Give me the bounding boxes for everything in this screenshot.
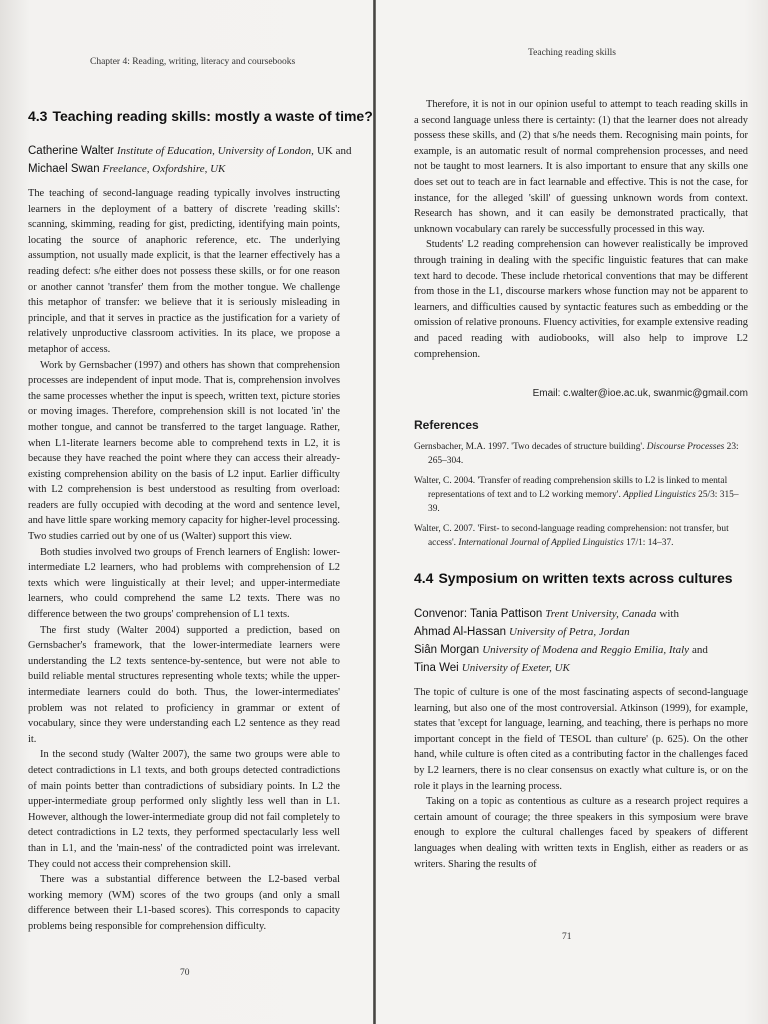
right-page: [376, 0, 768, 1024]
right-body-text-2: [414, 685, 748, 872]
section-title-4-4: [414, 570, 733, 586]
section-title-text: Symposium on written texts across cultures: [438, 570, 733, 586]
paragraph: The teaching of second-language reading typically involves instructing learners in the deployment of a battery of discrete 'reading skills': scanning, skimming, reading for gist, predicting, identifying main points, locating the source of anaphoric reference, etc. The underlying assumption, not usually made explicit, is that the learner effectively has a reading defect: s/he either does not possess these skills, or for one reason or another cannot 'transfer' them from the mother tongue. We challenge this metaphor of transfer: we believe that it is seriously misleading in principle, and that it serves in practice as the justification for a variety of relatively unproductive classroom activities. In its place, we propose a metaphor of access.: [28, 188, 340, 355]
references-heading: References: [414, 418, 479, 432]
reference-item: Walter, C. 2004. 'Transfer of reading comprehension skills to L2 is linked to mental representations of text and to L2 working memory'. Applied Linguistics 25/3: 315–39.: [414, 476, 739, 514]
author-affiliation: University of Petra, Jordan: [509, 626, 630, 638]
author-name: Tina Wei: [414, 662, 459, 674]
paragraph: Students' L2 reading comprehension can however realistically be improved through training in dealing with the specific linguistic features that can make text hard to decode. These include rhetorical conventions that may be different from those in the L1, discourse markers whose function may not be apparent to learners, and difficulties caused by syntactic features such as embedding or the omission of relative pronouns. Fluency activities, for example extensive reading and paced reading with audiobooks, will also help to improve L2 comprehension.: [414, 239, 748, 360]
page-number-right: 71: [562, 932, 572, 942]
author-line-1: [28, 141, 351, 160]
section-title-text: Teaching reading skills: mostly a waste of time?: [52, 108, 373, 124]
reference-item: Gernsbacher, M.A. 1997. 'Two decades of structure building'. Discourse Processes 23: 265–304.: [414, 442, 739, 466]
paragraph: There was a substantial difference between the L2-based verbal working memory (WM) scores of the two groups (and only a small difference between their L1-based scores). This corresponds to capacity problems being responsible for comprehension difficulty.: [28, 874, 340, 932]
page-number-left: 70: [180, 968, 190, 978]
right-body-text: [414, 97, 748, 362]
author-suffix: with: [659, 608, 679, 620]
left-body-text: [28, 186, 340, 935]
author-affiliation: Institute of Education, University of London,: [116, 145, 314, 157]
author-name: Siân Morgan: [414, 644, 480, 656]
author-affiliation: Freelance, Oxfordshire, UK: [102, 163, 226, 175]
author-name: Convenor: Tania Pattison: [414, 608, 543, 620]
paragraph: In the second study (Walter 2007), the same two groups were able to detect contradictions in L1 texts, and both groups detected contradictions of main points better than contradictions of subsidiary points. In L2 the upper-intermediate group performed only slightly less well than in L1. However, although the lower-intermediate group did not fail completely to detect contradictions in L2 texts, they performed spectacularly less well than in L1, and the 'main-ness' of the contradicted point was irrelevant. They could not access their comprehension skill.: [28, 749, 340, 870]
section-number: 4.4: [414, 570, 434, 586]
convenor-line: [414, 604, 679, 623]
author-suffix: UK and: [316, 145, 352, 157]
author-name: Ahmad Al-Hassan: [414, 626, 507, 638]
author-name: Catherine Walter: [28, 145, 114, 157]
paragraph: The topic of culture is one of the most fascinating aspects of second-language learning, but also one of the most controversial. Atkinson (1999), for example, states that 'except for language, learning, and teaching, there is perhaps no more important concept in the field of TESOL than culture' (p. 625). On the other hand, while culture is often cited as a contributing factor in the challenges faced by L2 learners, there is no clear consensus on exactly what culture is, or on the role it plays in the learning process.: [414, 687, 748, 792]
author-line: [414, 622, 630, 641]
author-affiliation: University of Modena and Reggio Emilia, Italy: [482, 644, 690, 656]
paragraph: Therefore, it is not in our opinion useful to attempt to teach reading skills in a second language unless there is certainty: (1) that the learner does not already possess these skills, and (2) that s/he needs them. Recognising main points, for example, is an automatic result of normal comprehension processes, and need not be taught to most learners. It is also important to ensure that any skills one does set out to teach are in fact learnable and effective. This is not the case, for instance, for the alleged 'skill' of guessing unknown words from context. Research has shown, and it can easily be demonstrated practically, that unknown vocabulary can rarely be successfully processed in this way.: [414, 99, 748, 235]
author-line: [414, 640, 708, 659]
section-title-4-3: [28, 108, 373, 124]
author-affiliation: Trent University, Canada: [545, 608, 657, 620]
paragraph: Both studies involved two groups of French learners of English: lower-intermediate L2 learners, who had problems with comprehension of L2 texts which were linguistically at their level; and upper-intermediate learners, who could comprehend the same L2 texts. There was no difference between the two groups' comprehension of L1 texts.: [28, 546, 340, 621]
running-head-left: Chapter 4: Reading, writing, literacy and coursebooks: [90, 57, 296, 67]
author-affiliation: University of Exeter, UK: [461, 662, 570, 674]
paragraph: Work by Gernsbacher (1997) and others has shown that comprehension processes are independent of input mode. That is, comprehension involves the same processes whether the input is speech, written text, picture stories or moving images. Therefore, comprehension skill is not located 'in' the mother tongue, and cannot be transferred to the target language. Rather, when L1-literate learners become able to comprehend texts in L2, it is because they have reached the point where they can access their already-existing comprehension ability on the basis of L2 input. Earlier difficulty with L2 comprehension is best understood as resulting from overload: readers are fully occupied with decoding at the word and sentence level, and have little spare working memory capacity for higher-level processing. Two studies carried out by one of us (Walter) support this view.: [28, 359, 340, 543]
author-suffix: and: [692, 644, 708, 656]
paragraph: The first study (Walter 2004) supported a prediction, based on Gernsbacher's framework, that the lower-intermediate learners were understanding the L2 texts sentence-by-sentence, but were not able to build reliable mental structures representing whole texts; while the upper-intermediate learners could do both. Thus, the lower-intermediates' problem was not related to proficiency in grammar or extent of vocabulary, since they were understanding each L2 sentence as they read it.: [28, 624, 340, 745]
running-head-right: Teaching reading skills: [528, 48, 616, 58]
contact-email: Email: c.walter@ioe.ac.uk, swanmic@gmail.com: [532, 388, 748, 399]
author-name: Michael Swan: [28, 163, 100, 175]
references-list: [414, 440, 748, 556]
left-page: [0, 0, 374, 1024]
author-line-2: [28, 159, 225, 178]
reference-item: Walter, C. 2007. 'First- to second-language reading comprehension: not transfer, but access'. International Journal of Applied Linguistics 17/1: 14–37.: [414, 524, 729, 548]
paragraph: Taking on a topic as contentious as culture as a research project requires a certain amount of courage; the three speakers in this symposium were brave enough to explore the cultural challenges faced by speakers of different languages when dealing with written texts in English, either as readers or as writers. Sharing the results of: [414, 796, 748, 870]
section-number: 4.3: [28, 108, 48, 124]
author-line: [414, 658, 570, 677]
